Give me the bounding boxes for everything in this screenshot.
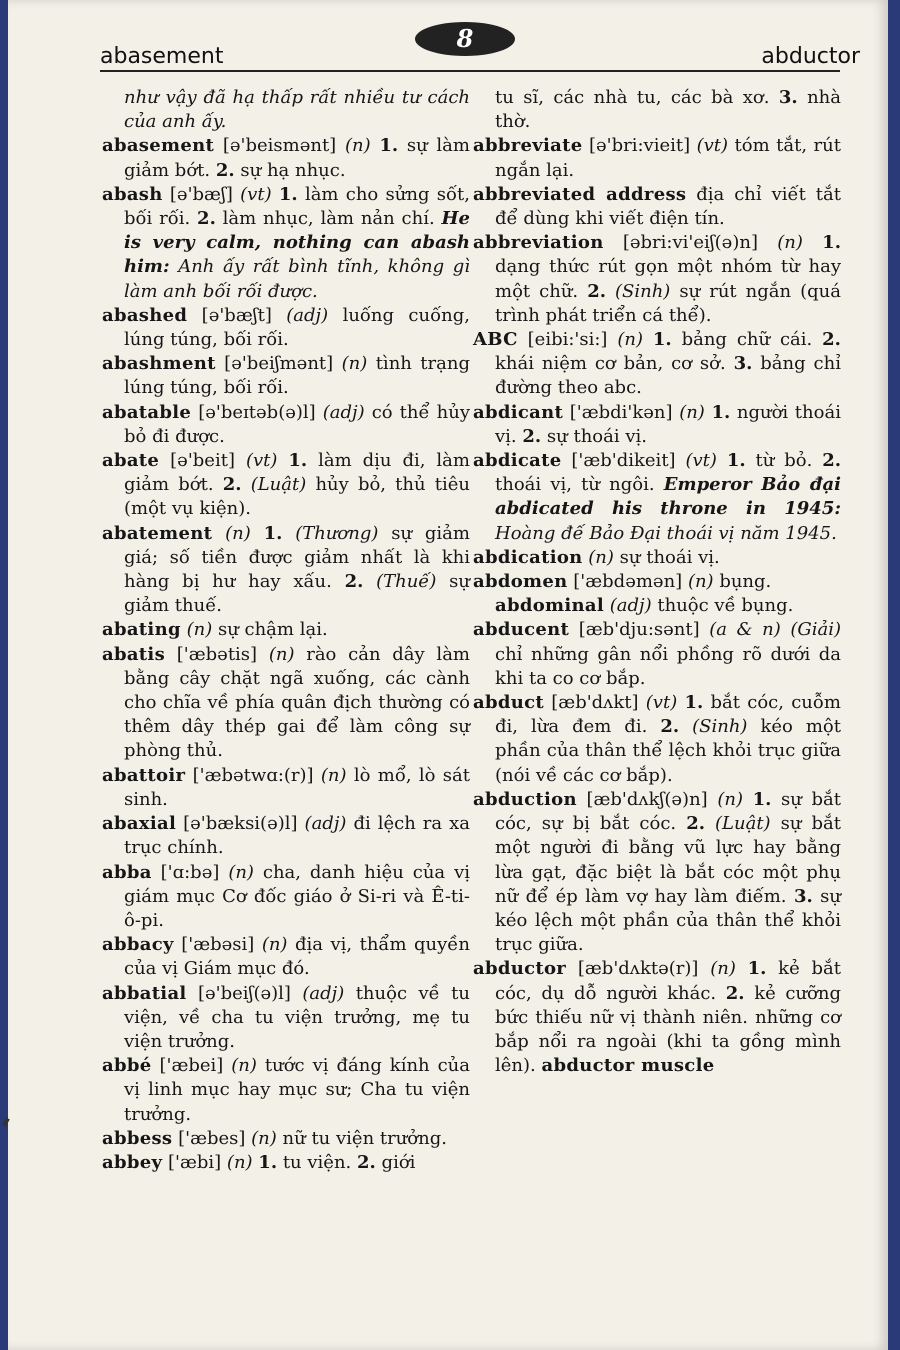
dictionary-entry	[102, 352, 470, 400]
headword: abbey	[102, 1151, 163, 1173]
field-label: (Sinh)	[615, 280, 671, 302]
pronunciation: ['æbəsi]	[181, 934, 255, 956]
field-label: (Giải)	[790, 619, 841, 641]
definition: địa chỉ viết tắt để dùng khi viết điện tín.	[495, 183, 841, 230]
headword: abatis	[102, 643, 165, 665]
part-of-speech: (n)	[710, 958, 736, 980]
pronunciation: [ə'beiʃ(ə)l]	[198, 982, 291, 1004]
dictionary-entry	[473, 328, 841, 401]
definition: bụng.	[719, 571, 772, 593]
definition: tình trạng lúng túng, bối rối.	[124, 353, 470, 399]
sense-number: 1.	[258, 1151, 278, 1173]
dictionary-entry	[473, 401, 841, 449]
part-of-speech: (a & n)	[709, 619, 781, 641]
dictionary-entry	[102, 1127, 470, 1151]
headword: abating	[102, 619, 181, 641]
definition: những cơ bắp nổi ra ngoài (khi ta gồng mình lên).	[495, 1006, 841, 1077]
definition: sự hạ nhục.	[240, 159, 346, 181]
part-of-speech: (n)	[261, 934, 288, 956]
headword: abba	[102, 861, 152, 883]
sense-number: 1.	[263, 522, 283, 544]
headword: abate	[102, 450, 160, 472]
definition: tước vị đáng kính của vị linh mục hay mục sư; Cha tu viện trưởng.	[124, 1055, 470, 1125]
dictionary-entry	[102, 304, 470, 352]
definition: đi lệch ra xa trục chính.	[124, 813, 470, 859]
sense-number: 1.	[711, 401, 731, 423]
part-of-speech: (n)	[344, 135, 371, 157]
headword: abduct	[473, 692, 544, 714]
dictionary-entry	[473, 788, 841, 957]
definition: cha, danh hiệu của vị giám mục Cơ đốc giáo ở Si-ri và Ê-ti-ô-pi.	[124, 861, 470, 931]
dictionary-entry	[473, 691, 841, 788]
pronunciation: ['ɑ:bə]	[160, 861, 220, 883]
part-of-speech: (n)	[588, 546, 614, 568]
definition: thuộc về bụng.	[657, 595, 794, 617]
sense-number: 2.	[822, 450, 841, 472]
sub-headword: abductor muscle	[541, 1055, 715, 1077]
definition: thuộc về tu viện, về cha tu viện trưởng, mẹ tu viện trưởng.	[124, 982, 470, 1052]
part-of-speech: (vt)	[240, 183, 272, 205]
sense-number: 1.	[752, 788, 772, 810]
part-of-speech: (n)	[687, 571, 714, 593]
entry-continuation	[473, 86, 841, 134]
pronunciation: [æb'dʌkt]	[551, 692, 639, 714]
headword: abasement	[102, 135, 215, 157]
part-of-speech: (adj)	[286, 304, 329, 326]
headword: ABC	[473, 329, 518, 351]
pronunciation: [ə'beit]	[170, 450, 235, 472]
right-column	[473, 86, 841, 1078]
pronunciation: [ə'bæksi(ə)l]	[183, 813, 298, 835]
headword: abbacy	[102, 934, 174, 956]
definition: dạng thức rút gọn một nhóm từ hay một chữ.	[495, 256, 841, 302]
part-of-speech: (n)	[225, 522, 251, 544]
pronunciation: [ə'bri:vieit]	[588, 135, 691, 157]
sense-number: 2.	[522, 425, 542, 447]
definition: sự chậm lại.	[217, 619, 328, 641]
dictionary-entry	[102, 183, 470, 304]
example-translation: Anh ấy rất bình tĩnh, không gì làm anh bối rối được.	[124, 256, 470, 302]
definition: sự rút ngắn (quá trình phát triển cá thể).	[495, 280, 841, 326]
definition: sự thoái vị.	[546, 425, 647, 447]
pronunciation: ['æbei]	[159, 1055, 224, 1077]
pronunciation: [ə'beismənt]	[222, 135, 337, 157]
dictionary-entry	[102, 1054, 470, 1127]
headword: abdicant	[473, 401, 564, 423]
part-of-speech: (adj)	[609, 595, 652, 617]
pronunciation: [ə'bæʃ]	[169, 183, 233, 205]
headword: abatement	[102, 522, 213, 544]
guide-word-right: abductor	[761, 44, 860, 69]
field-label: (Luật)	[715, 813, 771, 835]
dictionary-entry	[473, 594, 841, 618]
headword: abatable	[102, 401, 192, 423]
headword: abbé	[102, 1055, 152, 1077]
headword: abdominal	[495, 595, 605, 617]
definition: tu viện.	[282, 1151, 352, 1173]
definition: sự bắt cóc, sự bị bắt cóc.	[495, 788, 841, 835]
definition: lò mổ, lò sát sinh.	[124, 764, 471, 810]
sense-number: 1.	[652, 329, 672, 351]
definition: thoái vị, từ ngôi.	[495, 474, 655, 496]
part-of-speech: (n)	[231, 1055, 257, 1077]
sense-number: 1.	[379, 135, 399, 157]
dictionary-entry	[102, 1151, 470, 1175]
headword: abashment	[102, 353, 216, 375]
pronunciation: ['æbətis]	[176, 643, 258, 665]
headword: abash	[102, 183, 163, 205]
definition: làm dịu đi, làm giảm bớt.	[124, 450, 470, 496]
dictionary-entry	[102, 861, 470, 934]
dictionary-entry	[102, 522, 470, 619]
definition: người thoái vị.	[495, 401, 841, 447]
part-of-speech: (adj)	[304, 813, 347, 835]
definition: kẻ cưỡng bức thiếu nữ vị thành niên.	[495, 982, 841, 1028]
part-of-speech: (n)	[617, 329, 643, 351]
definition: sự làm giảm bớt.	[124, 135, 470, 181]
field-label: (Thương)	[295, 522, 379, 544]
definition: luống cuống, lúng túng, bối rối.	[124, 304, 470, 351]
definition: tóm tắt, rút ngắn lại.	[495, 135, 841, 181]
pronunciation: [æb'dju:sənt]	[578, 619, 700, 641]
dictionary-entry	[102, 134, 470, 182]
definition: kéo một phần của thân thể lệch khỏi trục giữa (nói về các cơ bắp).	[495, 716, 841, 786]
definition: có thể hủy bỏ đi được.	[124, 401, 470, 447]
pronunciation: ['æbi]	[167, 1151, 222, 1173]
example-sentence: He is very calm, nothing can abash him:	[124, 208, 471, 278]
left-column	[102, 86, 470, 1175]
pronunciation: [æb'dʌktə(r)]	[577, 958, 699, 980]
sense-number: 3.	[733, 353, 753, 375]
definition: nhà thờ.	[495, 87, 841, 133]
part-of-speech: (vt)	[245, 450, 278, 472]
example-translation: Hoàng đế Bảo Đại thoái vị năm 1945.	[495, 522, 837, 544]
dictionary-entry	[102, 982, 470, 1055]
pronunciation: ['æb'dikeit]	[571, 450, 676, 472]
dictionary-entry	[102, 401, 470, 449]
dictionary-entry	[473, 231, 841, 328]
dictionary-entry	[473, 134, 841, 182]
sense-number: 3.	[793, 885, 813, 907]
sense-number: 3.	[778, 87, 798, 108]
sense-number: 2.	[344, 571, 364, 593]
pronunciation: [ə'beɪtəb(ə)l]	[198, 401, 316, 423]
pronunciation: [eibi:'si:]	[527, 329, 608, 351]
sense-number: 2.	[587, 280, 606, 302]
pronunciation: [ə'beiʃmənt]	[224, 353, 334, 375]
headword: abdication	[473, 546, 583, 568]
part-of-speech: (n)	[717, 788, 743, 810]
pronunciation: ['æbes]	[178, 1127, 246, 1149]
dictionary-entry	[102, 812, 470, 860]
sense-number: 2.	[222, 474, 242, 496]
definition: bảng chữ cái.	[681, 329, 813, 351]
part-of-speech: (adj)	[302, 982, 345, 1004]
definition: rào cản dây làm bằng cây chặt ngã xuống, các cành cho chĩa về phía quân địch thường có thêm dây thép gai để làm công sự phòng thủ.	[124, 643, 470, 762]
sense-number: 1.	[684, 692, 704, 714]
guide-word-left: abasement	[100, 44, 224, 69]
dictionary-entry	[473, 183, 841, 231]
definition: sự kéo lệch một phần của thân thể khỏi trục giữa.	[495, 885, 841, 956]
entry-continuation	[102, 86, 470, 134]
sense-number: 2.	[660, 716, 680, 738]
definition: giới	[381, 1151, 416, 1173]
field-label: (Sinh)	[692, 716, 748, 738]
headword: abbreviate	[473, 135, 583, 157]
dictionary-entry	[102, 643, 470, 764]
definition: sự thoái vị.	[619, 546, 720, 568]
sense-number: 1.	[822, 232, 841, 254]
sense-number: 2.	[357, 1151, 376, 1173]
dictionary-entry	[102, 933, 470, 981]
page-number: 8	[415, 22, 515, 56]
headword: abashed	[102, 304, 188, 326]
headword: abbreviation	[473, 232, 604, 254]
sense-number: 2.	[197, 208, 216, 230]
definition: bảng chỉ đường theo abc.	[495, 353, 841, 399]
part-of-speech: (n)	[268, 643, 295, 665]
definition: sự giảm thuế.	[124, 571, 470, 617]
pronunciation: [əbri:vi'eiʃ(ə)n]	[622, 232, 758, 254]
dictionary-entry	[473, 546, 841, 570]
dictionary-entry	[102, 618, 470, 642]
part-of-speech: (n)	[777, 232, 803, 254]
dictionary-entry	[102, 449, 470, 522]
sense-number: 1.	[288, 450, 308, 472]
part-of-speech: (n)	[226, 1151, 253, 1173]
dictionary-entry	[473, 957, 841, 1078]
sense-number: 2.	[725, 982, 745, 1004]
dictionary-entry	[473, 570, 841, 594]
sense-number: 1.	[747, 958, 767, 980]
definition: sự giảm giá; số tiền được giảm nhất là khi hàng bị hư hay xấu.	[124, 522, 470, 593]
dictionary-entry	[102, 764, 470, 812]
pronunciation: ['æbdi'kən]	[569, 401, 673, 423]
example-sentence: Emperor Bảo đại abdicated his throne in 1945:	[495, 474, 841, 520]
pronunciation: [ə'bæʃt]	[201, 304, 272, 326]
headword: abdomen	[473, 571, 568, 593]
part-of-speech: (n)	[320, 764, 347, 786]
field-label: (Luật)	[250, 474, 307, 496]
headword: abducent	[473, 619, 570, 641]
definition: khái niệm cơ bản, cơ sở.	[495, 353, 726, 375]
headword: abductor	[473, 958, 567, 980]
sense-number: 2.	[686, 813, 705, 835]
part-of-speech: (adj)	[322, 401, 365, 423]
definition: nữ tu viện trưởng.	[282, 1127, 447, 1149]
headword: abbess	[102, 1127, 173, 1149]
headword: abbatial	[102, 982, 187, 1004]
pronunciation: [æb'dʌkʃ(ə)n]	[586, 788, 708, 810]
part-of-speech: (vt)	[685, 450, 717, 472]
sense-number: 2.	[215, 159, 235, 181]
part-of-speech: (vt)	[696, 135, 729, 157]
headword: abduction	[473, 788, 577, 810]
pronunciation: ['æbətwɑ:(r)]	[192, 764, 314, 786]
part-of-speech: (n)	[341, 353, 368, 375]
sense-number: 1.	[726, 450, 746, 472]
definition: tu sĩ, các nhà tu, các bà xơ.	[495, 87, 770, 108]
headword: abbreviated address	[473, 183, 687, 205]
field-label: (Thuế)	[376, 571, 437, 593]
definition: làm nhục, làm nản chí.	[222, 208, 435, 230]
headword: abattoir	[102, 764, 186, 786]
headword: abdicate	[473, 450, 562, 472]
sense-number: 2.	[822, 329, 841, 351]
part-of-speech: (n)	[228, 861, 254, 883]
part-of-speech: (n)	[186, 619, 213, 641]
pronunciation: ['æbdəmən]	[573, 571, 683, 593]
part-of-speech: (n)	[251, 1127, 277, 1149]
definition: sự bắt một người đi bằng vũ lực hay bằng lừa gạt, đặc biệt là bắt cóc một phụ nữ để ép làm vợ hay làm điếm.	[495, 813, 841, 907]
sense-number: 1.	[278, 183, 298, 205]
definition: hủy bỏ, thủ tiêu (một vụ kiện).	[124, 474, 470, 520]
dictionary-entry	[473, 449, 841, 546]
definition: bắt cóc, cuỗm đi, lừa đem đi.	[495, 692, 841, 738]
definition: địa vị, thẩm quyền của vị Giám mục đó.	[124, 934, 470, 980]
definition: làm cho sửng sốt, bối rối.	[124, 183, 470, 230]
definition: chỉ những gân nổi phồng rõ dưới da khi ta co cơ bắp.	[495, 643, 841, 689]
example-translation: như vậy đã hạ thấp rất nhiều tư cách của anh ấy.	[124, 87, 470, 133]
header-rule	[100, 70, 840, 72]
part-of-speech: (vt)	[645, 692, 678, 714]
dictionary-entry	[473, 618, 841, 691]
headword: abaxial	[102, 813, 177, 835]
part-of-speech: (n)	[679, 401, 705, 423]
definition: kẻ bắt cóc, dụ dỗ người khác.	[495, 958, 841, 1004]
definition: từ bỏ.	[755, 450, 813, 472]
